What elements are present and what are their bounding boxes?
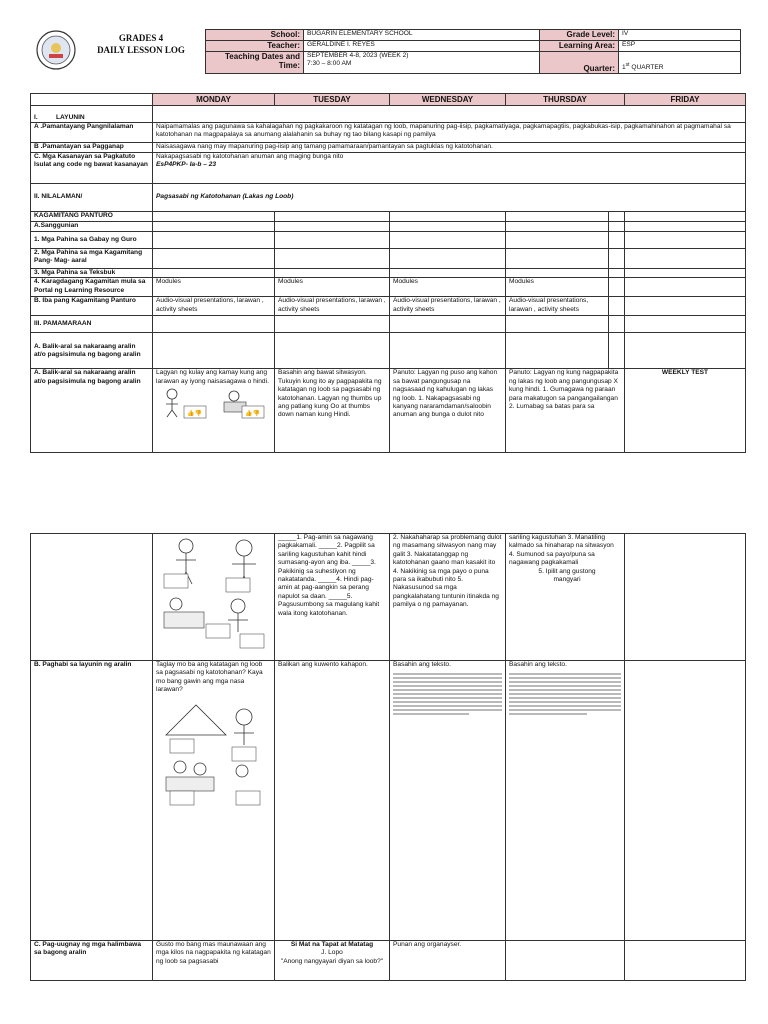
empty-cell	[390, 249, 506, 269]
empty-cell	[31, 534, 153, 661]
lesson-table-page-2	[30, 533, 746, 981]
title-line-1: GRADES 4	[118, 33, 164, 43]
empty-cell	[625, 278, 746, 297]
label-kagamitang-pang-mag-aaral: 2. Mga Pahina sa mga Kagamitang Pang- Mag- aaral	[31, 249, 153, 269]
activity-illustration	[156, 534, 270, 656]
empty-cell	[275, 316, 390, 333]
empty-cell	[153, 212, 275, 222]
label-mga-kasanayan: C. Mga Kasanayan sa Pagkatuto Isulat ang code ng bawat kasanayan	[31, 153, 153, 184]
school-label: School:	[206, 30, 304, 41]
tuesday-modules: Modules	[275, 278, 390, 297]
empty-cell	[609, 249, 625, 269]
tuesday-paghabi: Balikan ang kuwento kahapon.	[275, 661, 390, 941]
empty-cell	[625, 249, 746, 269]
empty-cell	[153, 269, 275, 278]
teacher-label: Teacher:	[206, 41, 304, 52]
empty-cell	[390, 316, 506, 333]
empty-cell	[390, 212, 506, 222]
school-value: BUGARIN ELEMENTARY SCHOOL	[304, 30, 540, 41]
thursday-modules: Modules	[506, 278, 609, 297]
story-author: J. Lopo	[321, 949, 343, 957]
empty-cell	[609, 212, 625, 222]
day-thursday: THURSDAY	[506, 94, 625, 106]
dates-value	[304, 52, 540, 74]
label-nilalaman: II. NILALAMAN/	[31, 184, 153, 212]
empty-cell	[609, 269, 625, 278]
empty-cell	[275, 249, 390, 269]
grade-value: IV	[619, 30, 741, 41]
empty-cell	[609, 222, 625, 232]
nilalaman-text: Pagsasabi ng Katotohanan (Lakas ng Loob)	[153, 184, 746, 212]
empty-cell	[153, 222, 275, 232]
empty-cell	[506, 316, 609, 333]
document-title	[80, 32, 202, 56]
empty-cell	[506, 333, 609, 369]
area-value: ESP	[619, 41, 741, 52]
thursday-items-text: sariling kagustuhan 3. Manatiling kalmado sa hinaharap na sitwasyon 4. Sumunod sa payo/puna sa nagawang pagkakamali	[509, 534, 614, 567]
wednesday-items: 2. Nakahaharap sa problemang dulot ng masamang sitwasyon nang may galit 3. Nakatatanggap ng katotohanan gaano man kasakit ito 4. Nakikinig sa mga payo o puna para sa ikabubuti nito 5. Nakasusunod sa mga pangkalahatang tuntunin itinakda ng pamilya o ng pamayanan.	[390, 534, 506, 661]
monday-av: Audio-visual presentations, larawan , activity sheets	[153, 297, 275, 316]
empty-cell	[153, 249, 275, 269]
quarter-suffix: st	[625, 62, 630, 69]
empty-cell	[609, 316, 625, 333]
svg-text:👍👎: 👍👎	[187, 410, 202, 418]
wednesday-balik-aral: Panuto: Lagyan ng puso ang kahon sa bawat pangungusap na nagsasaad ng kahulugan ng lakas ng loob. 1. Nakapagsasabi ng kanyang nararamdaman/saloobin anuman ang bunga o dulot nito	[390, 369, 506, 453]
activity-illustration	[156, 386, 266, 420]
label-pamantayan-sa-pagganap: B .Pamantayan sa Pagganap	[31, 143, 153, 153]
header-table	[205, 29, 741, 74]
empty-cell	[625, 941, 746, 981]
label-gabay-ng-guro: 1. Mga Pahina sa Gabay ng Guro	[31, 232, 153, 249]
empty-cell	[506, 222, 609, 232]
tuesday-balik-aral: Basahin ang bawat sitwasyon. Tukuyin kung ito ay pagpapakita ng katatagan ng loob sa pagsasabi ng katotohanan. Lagyan ng thumbs up ang patlang kung Oo at thumbs down naman kung Hindi.	[275, 369, 390, 453]
empty-cell	[390, 333, 506, 369]
corner-cell	[31, 94, 153, 106]
tuesday-av: Audio-visual presentations, larawan , activity sheets	[275, 297, 390, 316]
quarter-value	[619, 52, 741, 74]
empty-cell	[153, 232, 275, 249]
empty-cell	[506, 212, 609, 222]
mga-kasanayan-cell	[153, 153, 746, 184]
label-karagdagang-kagamitan: 4. Karagdagang Kagamitan mula sa Portal ng Learning Resource	[31, 278, 153, 297]
label-kagamitang-panturo: KAGAMITANG PANTURO	[31, 212, 153, 222]
empty-cell	[275, 212, 390, 222]
day-monday: MONDAY	[153, 94, 275, 106]
wednesday-modules: Modules	[390, 278, 506, 297]
label-balik-aral: A. Balik-aral sa nakaraang aralin at/o pagsisimula ng bagong aralin	[31, 333, 153, 369]
section-pamamaraan: III. PAMAMARAAN	[31, 316, 153, 333]
monday-paghabi	[153, 661, 275, 941]
empty-cell	[609, 333, 625, 369]
svg-text:👍👎: 👍👎	[245, 410, 260, 418]
empty-cell	[275, 222, 390, 232]
monday-paghabi-text: Taglay mo ba ang katatagan ng loob sa pagsasabi ng katotohanan? Kaya mo bang gawin ang mga nasa larawan?	[156, 661, 263, 694]
pamantayang-pangnilalaman-text: Naipamamalas ang pagunawa sa kahalagahan ng pagkakaroon ng katatagan ng loob, mapanuring pag-iisip, pagkamatiyaga, pagkamapagtiis, pagkabukas-isip, pagkamahinahon at pagmamahal sa katotohanan na magpapalaya sa anumang alalahanin sa buhay ng tao bilang kasapi ng pamilya	[153, 123, 746, 143]
monday-paguugnay: Gusto mo bang mas maunawaan ang mga kilos na nagpapakita ng katatagan ng loob sa pagsasabi	[153, 941, 275, 981]
empty-cell	[625, 222, 746, 232]
section-layunin: I. LAYUNIN	[31, 106, 153, 123]
quarter-number: 1	[622, 64, 626, 72]
story-quote: "Anong nangyayari diyan sa loob?"	[280, 957, 384, 965]
empty-cell	[625, 333, 746, 369]
empty-cell	[506, 249, 609, 269]
mga-kasanayan-text: Nakapagsasabi ng katotohanan anuman ang maging bunga nito	[156, 153, 344, 160]
empty-cell	[275, 333, 390, 369]
empty-cell	[275, 269, 390, 278]
monday-balik-aral	[153, 369, 275, 453]
thursday-balik-aral: Panuto: Lagyan ng kung nagpapakita ng lakas ng loob ang pangungusap X kung hindi. 1. Gumagawa ng paraan para makatugon sa pangangailangan 2. Lumabag sa batas para sa	[506, 369, 625, 453]
empty-cell	[625, 297, 746, 316]
empty-cell	[625, 534, 746, 661]
time-range: 7:30 – 8:00 AM	[307, 60, 352, 68]
monday-illustrations	[153, 534, 275, 661]
area-label: Learning Area:	[540, 41, 619, 52]
title-line-2: DAILY LESSON LOG	[97, 45, 185, 55]
label-pamantayang-pangnilalaman: A .Pamantayang Pangnilalaman	[31, 123, 153, 143]
label-iba-pang-kagamitan: B. Iba pang Kagamitang Panturo	[31, 297, 153, 316]
day-friday: FRIDAY	[625, 94, 746, 106]
day-tuesday: TUESDAY	[275, 94, 390, 106]
day-wednesday: WEDNESDAY	[390, 94, 506, 106]
empty-cell	[609, 232, 625, 249]
empty-cell	[625, 212, 746, 222]
thursday-paghabi-text: Basahin ang teksto.	[509, 661, 567, 668]
dates-label	[206, 52, 304, 74]
empty-cell	[625, 316, 746, 333]
tuesday-paguugnay	[275, 941, 390, 981]
friday-weekly-test: WEEKLY TEST	[625, 369, 746, 453]
monday-modules: Modules	[153, 278, 275, 297]
label-sanggunian: A.Sanggunian	[31, 222, 153, 232]
empty-cell	[153, 106, 746, 123]
lesson-table-page-1	[30, 93, 746, 453]
activity-illustration	[156, 695, 270, 807]
grade-label: Grade Level:	[540, 30, 619, 41]
wednesday-av: Audio-visual presentations, larawan , activity sheets	[390, 297, 506, 316]
label-balik-aral-2: A. Balik-aral sa nakaraang aralin at/o pagsisimula ng bagong aralin	[31, 369, 153, 453]
empty-cell	[390, 222, 506, 232]
label-paguugnay: C. Pag-uugnay ng mga halimbawa sa bagong aralin	[31, 941, 153, 981]
wednesday-paghabi-text: Basahin ang teksto.	[393, 661, 451, 668]
label-paghabi: B. Paghabi sa layunin ng aralin	[31, 661, 153, 941]
pamantayan-sa-pagganap-text: Naisasagawa nang may mapanuring pag-iisip ang tamang pamamaraan/pamantayan sa pagtuklas ng katotohanan.	[153, 143, 746, 153]
reading-text-image	[393, 673, 502, 695]
empty-cell	[609, 278, 625, 297]
deped-seal-icon	[36, 30, 76, 70]
thursday-av: Audio-visual presentations, larawan , activity sheets	[506, 297, 609, 316]
tuesday-items: _____1. Pag-amin sa nagawang pagkakamali. _____2. Pagpilit sa sariling kagustuhan kahit hindi sumasang-ayon ang iba. _____3. Pakikinig sa suhestiyon ng nakatatanda. _____4. Hindi pag-amin at pag-aangkin sa perang napulot sa daan. _____5. Pagsusumbong sa magulang kahit wala itong katotohanan.	[275, 534, 390, 661]
wednesday-paghabi	[390, 661, 506, 941]
dates-label-line-1: Teaching Dates and	[225, 52, 300, 61]
empty-cell	[625, 232, 746, 249]
label-teksbuk: 3. Mga Pahina sa Teksbuk	[31, 269, 153, 278]
empty-cell	[506, 941, 625, 981]
monday-balik-aral-text: Lagyan ng kulay ang kamay kung ang larawan ay iyong naisasagawa o hindi.	[156, 369, 269, 385]
thursday-items	[506, 534, 625, 661]
mga-kasanayan-code: EsP4PKP- Ia-b – 23	[156, 161, 217, 169]
empty-cell	[609, 297, 625, 316]
date-range: SEPTEMBER 4-8, 2023 (WEEK 2)	[307, 52, 409, 59]
empty-cell	[625, 661, 746, 941]
empty-cell	[390, 232, 506, 249]
thursday-paghabi	[506, 661, 625, 941]
wednesday-paguugnay: Punan ang organayser.	[390, 941, 506, 981]
empty-cell	[153, 316, 275, 333]
quarter-label: Quarter:	[540, 52, 619, 74]
dates-label-line-2: Time:	[278, 61, 300, 70]
empty-cell	[390, 269, 506, 278]
empty-cell	[275, 232, 390, 249]
empty-cell	[625, 269, 746, 278]
empty-cell	[506, 232, 609, 249]
empty-cell	[153, 333, 275, 369]
quarter-text: QUARTER	[631, 64, 664, 72]
reading-text-image	[509, 673, 621, 695]
story-title: Si Mat na Tapat at Matatag	[290, 941, 374, 948]
thursday-item-5: 5. Ipilit ang gustong mangyari	[538, 567, 596, 584]
teacher-value: GERALDINE I. REYES	[304, 41, 540, 52]
empty-cell	[506, 269, 609, 278]
